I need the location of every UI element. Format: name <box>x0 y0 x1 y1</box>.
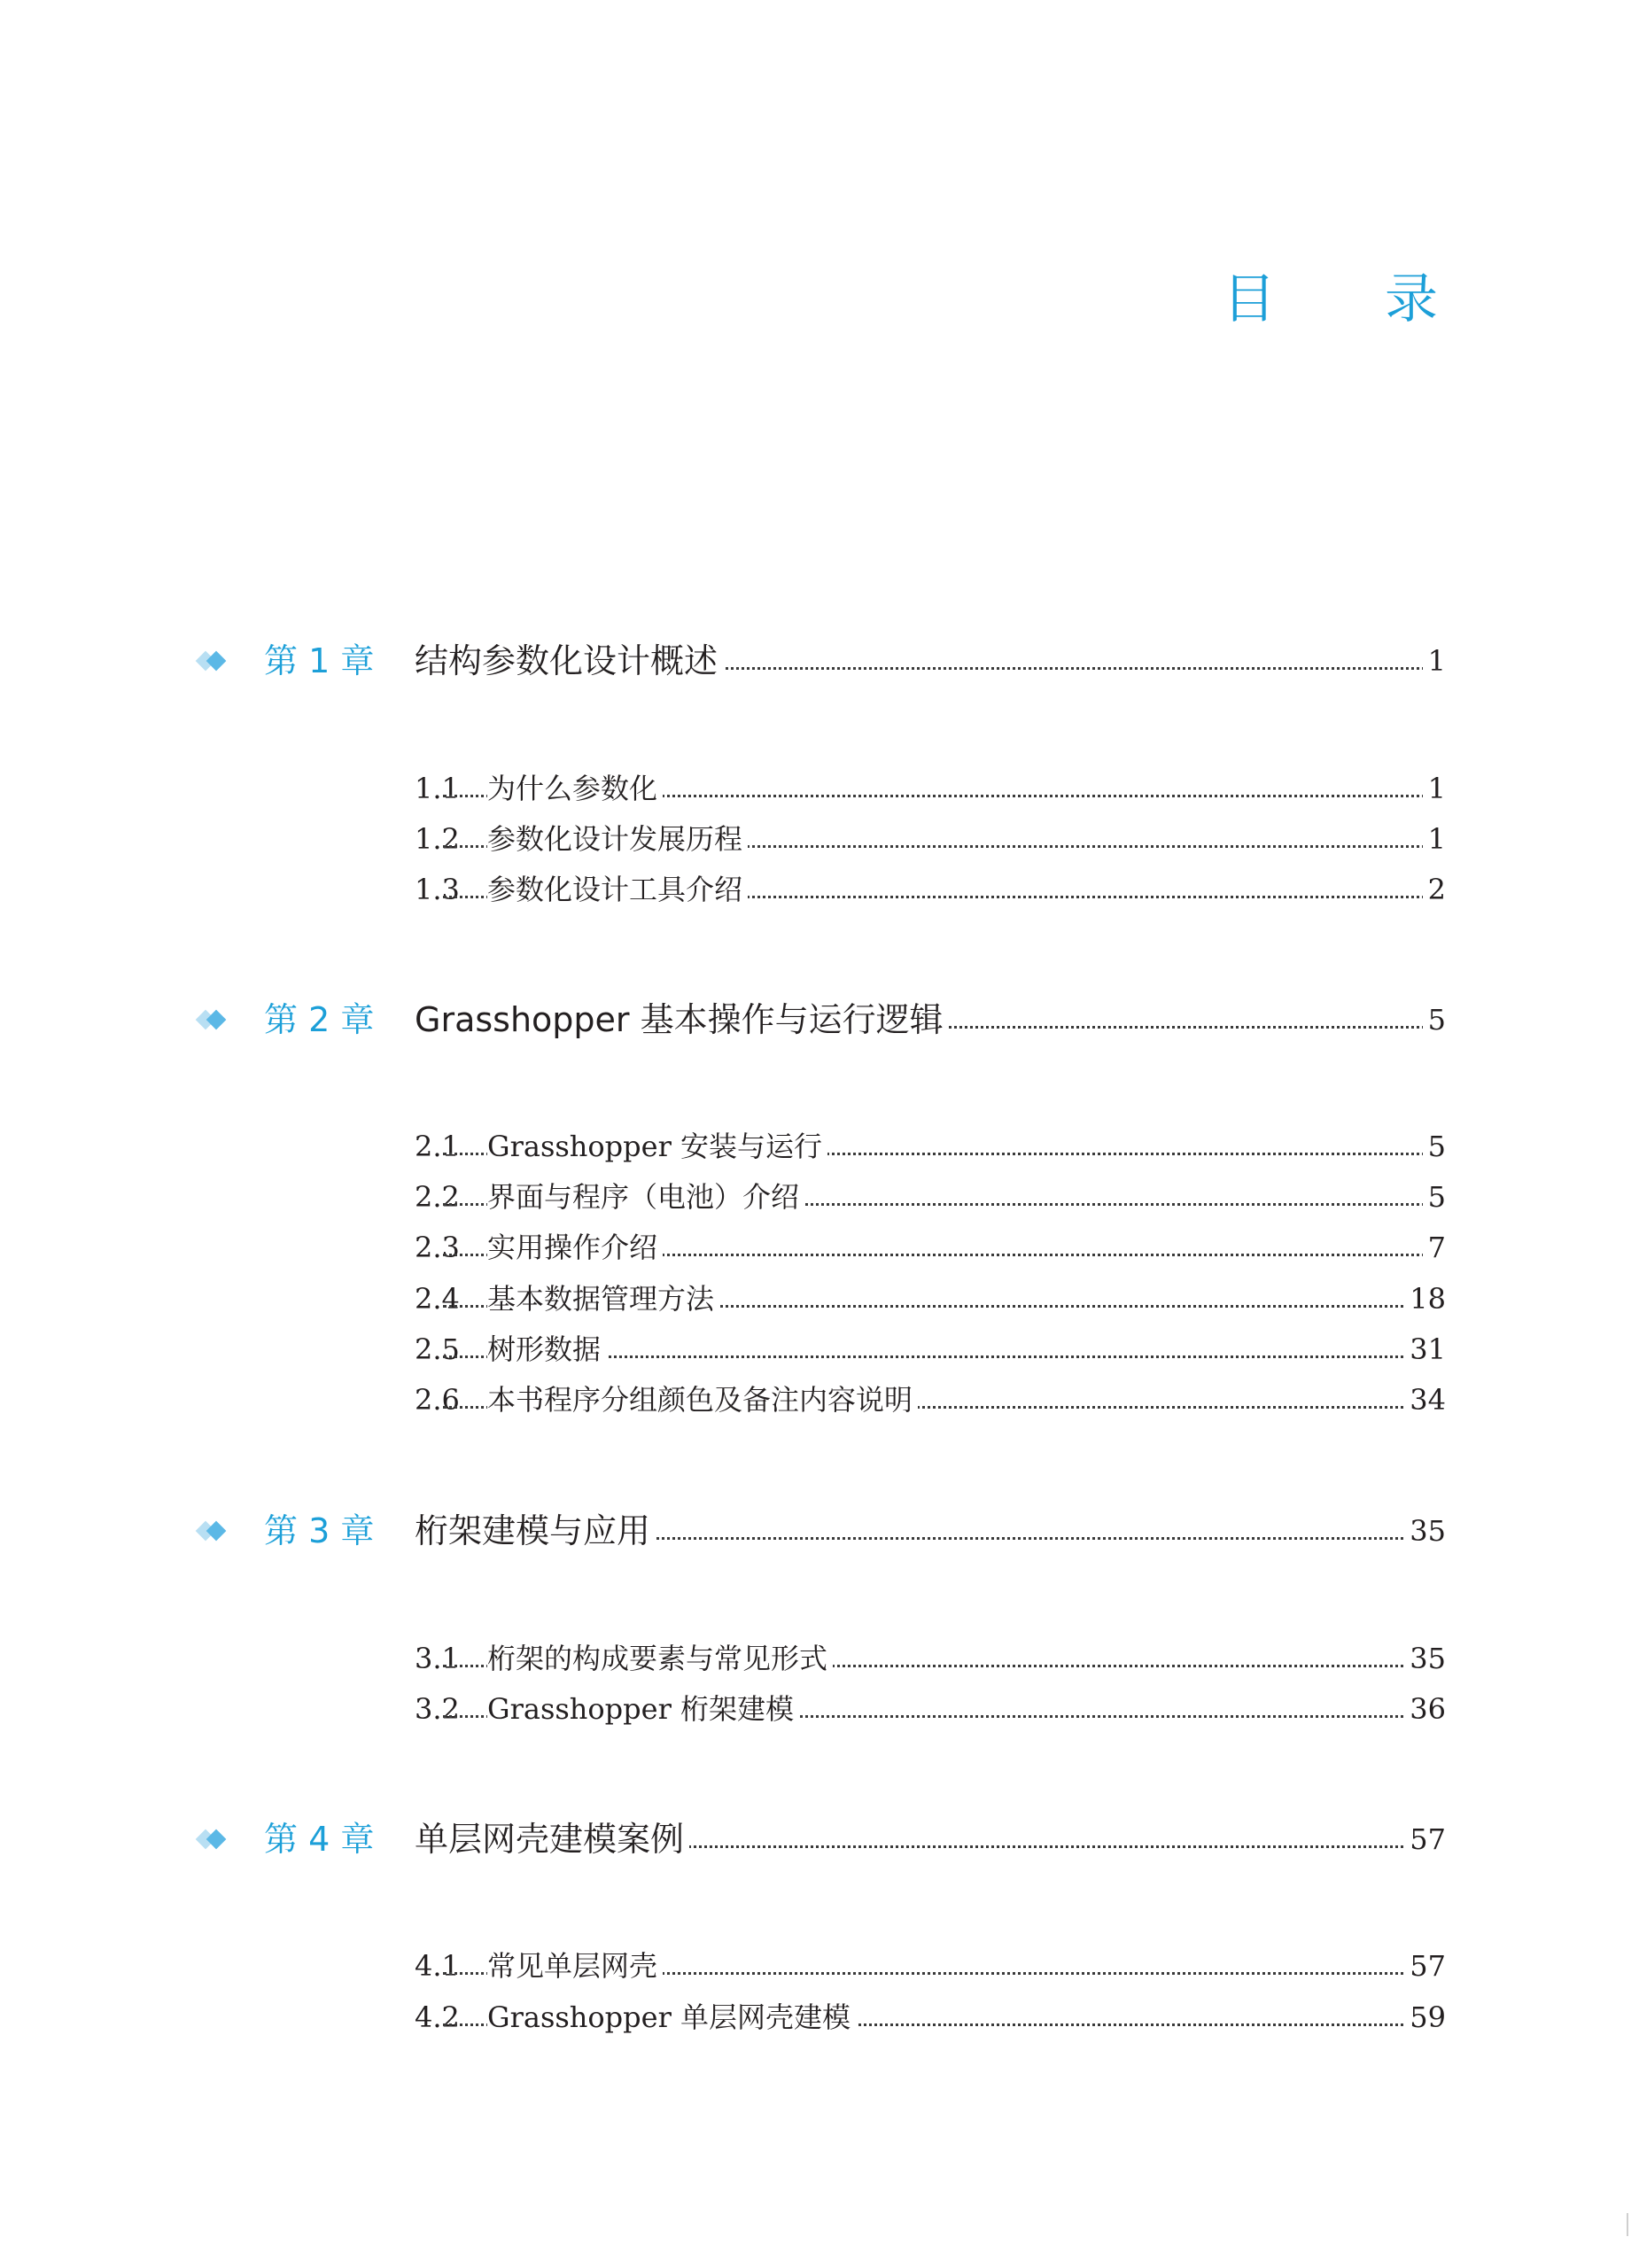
section-title: 界面与程序（电池）介绍 <box>487 1174 804 1220</box>
page-number: 5 <box>1423 1123 1446 1169</box>
title-char-1: 目 <box>1223 268 1276 330</box>
diamond-bullet-icon <box>197 1009 236 1030</box>
section-number: 3.1 <box>415 1642 460 1675</box>
page-number: 5 <box>1423 997 1446 1043</box>
chapter-title: Grasshopper 基本操作与运行逻辑 <box>415 997 949 1043</box>
section-number: 2.5 <box>415 1332 460 1366</box>
toc-chapter-3[interactable] <box>0 1508 1639 1554</box>
page-number: 35 <box>1404 1508 1446 1554</box>
toc-section-3-2[interactable] <box>0 1686 1639 1732</box>
section-number: 2.1 <box>415 1130 460 1163</box>
section-number: 4.2 <box>415 2000 460 2034</box>
section-title: 参数化设计发展历程 <box>487 816 748 862</box>
page-number: 31 <box>1404 1326 1446 1372</box>
section-number: 2.6 <box>415 1383 460 1417</box>
toc-section-4-2[interactable] <box>0 1994 1639 2040</box>
title-char-2: 录 <box>1385 268 1438 330</box>
page-number: 18 <box>1404 1276 1446 1322</box>
section-title: 树形数据 <box>487 1326 606 1372</box>
section-title: Grasshopper 安装与运行 <box>487 1123 827 1169</box>
toc-chapter-1[interactable] <box>0 638 1639 684</box>
page-number: 1 <box>1423 638 1446 684</box>
chapter-title: 单层网壳建模案例 <box>415 1816 689 1862</box>
section-number: 2.3 <box>415 1231 460 1264</box>
page-number: 34 <box>1404 1377 1446 1423</box>
page-number: 57 <box>1404 1816 1446 1862</box>
page-number: 59 <box>1404 1994 1446 2040</box>
section-title: Grasshopper 单层网壳建模 <box>487 1994 856 2040</box>
toc-chapter-4[interactable] <box>0 1816 1639 1862</box>
toc-section-1-1[interactable] <box>0 765 1639 812</box>
toc-section-2-1[interactable] <box>0 1123 1639 1169</box>
page-edge-mark <box>1627 2213 1628 2236</box>
toc-section-3-1[interactable] <box>0 1635 1639 1682</box>
section-number: 4.1 <box>415 1949 460 1983</box>
chapter-number: 第 4 章 <box>264 1820 375 1859</box>
section-title: Grasshopper 桁架建模 <box>487 1686 799 1732</box>
section-number: 3.2 <box>415 1692 460 1726</box>
page-number: 2 <box>1423 866 1446 913</box>
toc-section-2-3[interactable] <box>0 1224 1639 1270</box>
toc-section-2-5[interactable] <box>0 1326 1639 1372</box>
chapter-title: 结构参数化设计概述 <box>415 638 723 684</box>
section-number: 1.1 <box>415 772 460 805</box>
section-number: 1.2 <box>415 822 460 856</box>
page-number: 1 <box>1423 765 1446 812</box>
section-title: 桁架的构成要素与常见形式 <box>487 1635 833 1682</box>
diamond-bullet-icon <box>197 650 236 672</box>
chapter-title: 桁架建模与应用 <box>415 1508 656 1554</box>
toc-section-1-3[interactable] <box>0 866 1639 913</box>
toc-section-4-1[interactable] <box>0 1943 1639 1989</box>
chapter-number: 第 1 章 <box>264 641 375 680</box>
section-number: 1.3 <box>415 873 460 906</box>
page-number: 57 <box>1404 1943 1446 1989</box>
page-title <box>1223 264 1453 335</box>
chapter-number: 第 3 章 <box>264 1511 375 1550</box>
page-number: 1 <box>1423 816 1446 862</box>
section-number: 2.4 <box>415 1282 460 1316</box>
section-title: 基本数据管理方法 <box>487 1276 719 1322</box>
toc-section-2-6[interactable] <box>0 1377 1639 1423</box>
page-number: 5 <box>1423 1174 1446 1220</box>
page-number: 7 <box>1423 1224 1446 1270</box>
section-number: 2.2 <box>415 1180 460 1214</box>
section-title: 为什么参数化 <box>487 765 663 812</box>
toc-chapter-2[interactable] <box>0 997 1639 1043</box>
section-title: 本书程序分组颜色及备注内容说明 <box>487 1377 918 1423</box>
diamond-bullet-icon <box>197 1520 236 1542</box>
section-title: 实用操作介绍 <box>487 1224 663 1270</box>
toc-section-1-2[interactable] <box>0 816 1639 862</box>
toc-section-2-2[interactable] <box>0 1174 1639 1220</box>
diamond-bullet-icon <box>197 1829 236 1850</box>
section-title: 常见单层网壳 <box>487 1943 663 1989</box>
toc-section-2-4[interactable] <box>0 1276 1639 1322</box>
section-title: 参数化设计工具介绍 <box>487 866 748 913</box>
page-number: 36 <box>1404 1686 1446 1732</box>
chapter-number: 第 2 章 <box>264 1000 375 1039</box>
page-number: 35 <box>1404 1635 1446 1682</box>
